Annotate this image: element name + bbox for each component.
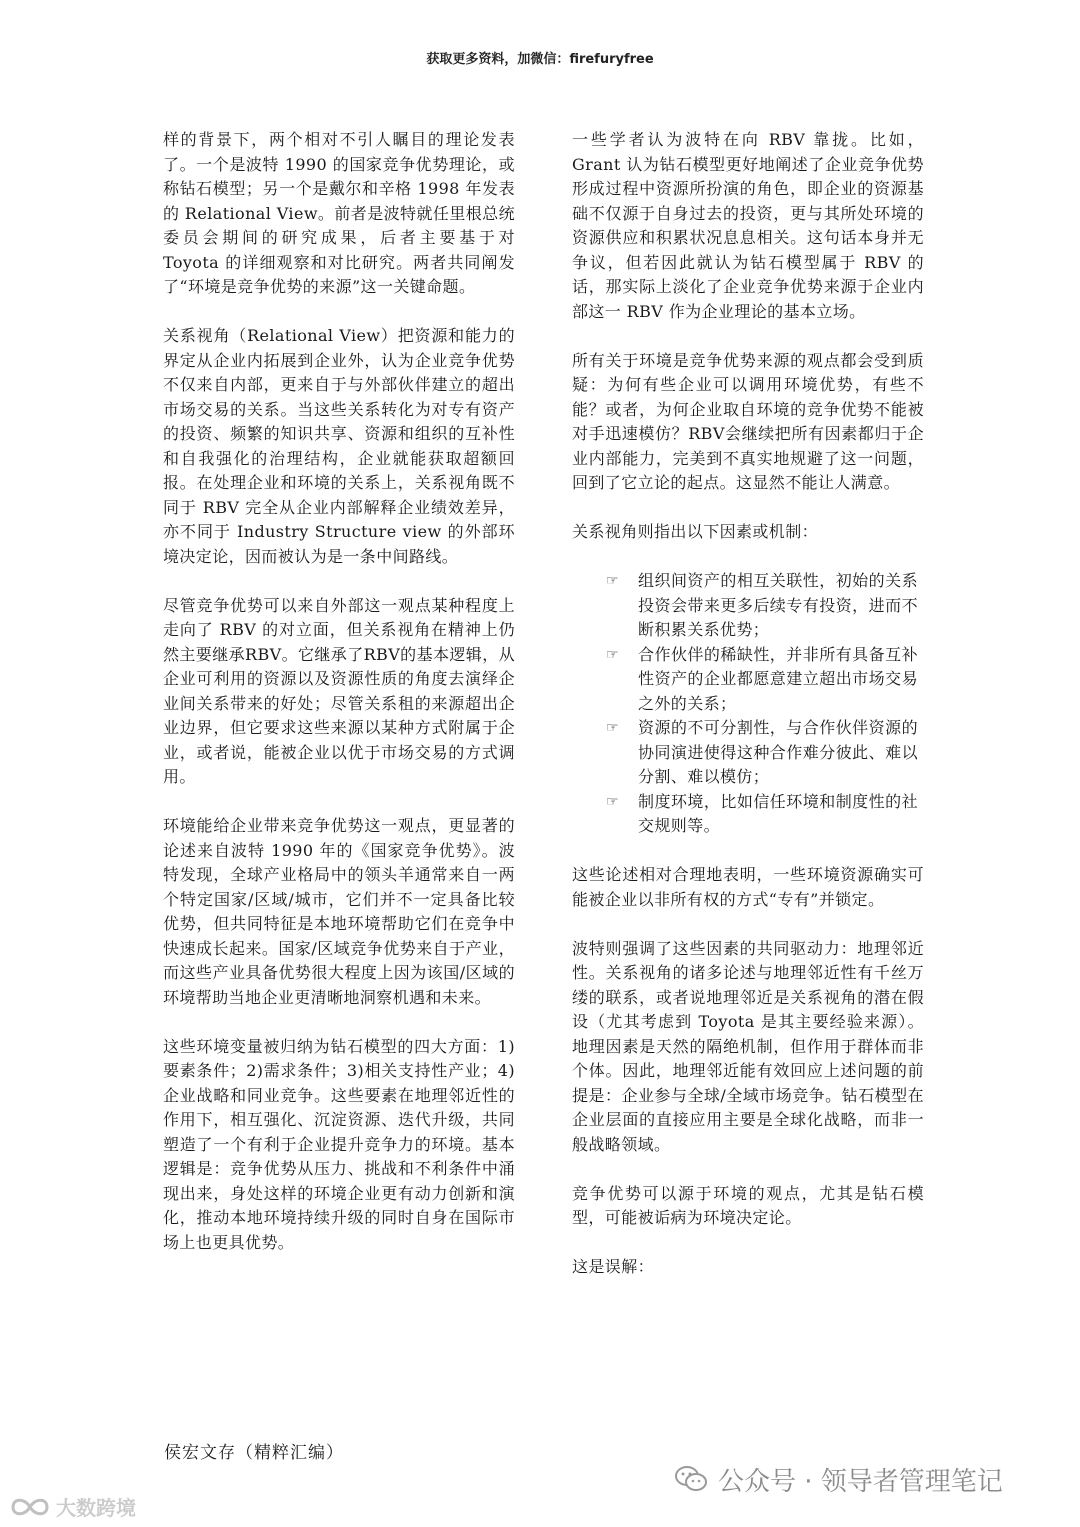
mechanism-list-item <box>572 643 924 717</box>
left-column <box>163 128 515 1280</box>
left-paragraph-3: 尽管竞争优势可以来自外部这一观点某种程度上走向了 RBV 的对立面，但关系视角在精神上仍然主要继承RBV。它继承了RBV的基本逻辑，从企业可利用的资源以及资源性质的角度去演绎企业间关系带来的好处；尽管关系租的来源超出企业边界，但它要求这些来源以某种方式附属于企业，或者说，能被企业以优于市场交易的方式调用。 <box>163 595 515 786</box>
infinity-logo-icon <box>8 1495 52 1519</box>
left-paragraph-2: 关系视角（Relational View）把资源和能力的界定从企业内拓展到企业外，认为企业竞争优势不仅来自内部，更来自于与外部伙伴建立的超出市场交易的关系。当这些关系转化为对专有资产的投资、频繁的知识共享、资源和组织的互补性和自我强化的治理结构，企业就能获取超额回报。在处理企业和环境的关系上，关系视角既不同于 RBV 完全从企业内部解释企业绩效差异，亦不同于 Industry Structure view 的外部环境决定论，因而被认为是一条中间路线。 <box>163 326 515 566</box>
mechanism-text: 资源的不可分割性，与合作伙伴资源的协同演进使得这种合作难分彼此、难以分割、难以模仿； <box>638 718 918 786</box>
left-paragraph-1: 样的背景下，两个相对不引人瞩目的理论发表了。一个是波特 1990 的国家竞争优势理论，或称钻石模型；另一个是戴尔和辛格 1998 年发表的 Relational View。前者是波特就任里根总统委员会期间的研究成果，后者主要基于对 Toyota 的详细观察和对比研究。两者共同阐发了“环境是竞争优势的来源”这一关键命题。 <box>163 130 515 296</box>
mechanism-list-item <box>572 790 924 839</box>
wechat-watermark <box>674 1459 1003 1499</box>
mechanism-text: 合作伙伴的稀缺性，并非所有具备互补性资产的企业都愿意建立超出市场交易之外的关系； <box>638 644 918 713</box>
source-label: 大数跨境 <box>56 1496 136 1520</box>
pointing-hand-icon: ☞ <box>606 793 619 810</box>
footer-title: 侯宏文存（精粹汇编） <box>164 1443 344 1463</box>
mechanism-text: 制度环境，比如信任环境和制度性的社交规则等。 <box>638 791 918 835</box>
wechat-icon <box>674 1464 708 1494</box>
mechanism-list-item <box>572 569 924 643</box>
left-paragraph-5: 这些环境变量被归纳为钻石模型的四大方面：1)要素条件；2)需求条件；3)相关支持性产业；4)企业战略和同业竞争。这些要素在地理邻近性的作用下，相互强化、沉淀资源、迭代升级，共同塑造了一个有利于企业提升竞争力的环境。基本逻辑是：竞争优势从压力、挑战和不利条件中涌现出来，身处这样的环境企业更有动力创新和演化，推动本地环境持续升级的同时自身在国际市场上也更具优势。 <box>163 1036 515 1252</box>
right-paragraph-7: 这是误解： <box>572 1257 655 1276</box>
right-paragraph-5: 波特则强调了这些因素的共同驱动力：地理邻近性。关系视角的诸多论述与地理邻近性有千丝万缕的联系，或者说地理邻近是关系视角的潜在假设（尤其考虑到 Toyota 是其主要经验来源）。地理因素是天然的隔绝机制，但作用于群体而非个体。因此，地理邻近能有效回应上述问题的前提是：企业参与全球/全域市场竞争。钻石模型在企业层面的直接应用主要是全球化战略，而非一般战略领域。 <box>572 938 924 1154</box>
mechanism-text: 组织间资产的相互关联性，初始的关系投资会带来更多后续专有投资，进而不断积累关系优势； <box>638 571 918 639</box>
mechanism-list-item <box>572 716 924 790</box>
right-paragraph-2: 所有关于环境是竞争优势来源的观点都会受到质疑：为何有些企业可以调用环境优势，有些不能？或者，为何企业取自环境的竞争优势不能被对手迅速模仿？RBV会继续把所有因素都归于企业内部能力，完美到不真实地规避了这一问题，回到了它立论的起点。这显然不能让人满意。 <box>572 350 924 492</box>
right-paragraph-3: 关系视角则指出以下因素或机制： <box>572 522 819 541</box>
pointing-hand-icon: ☞ <box>606 573 619 589</box>
right-paragraph-6: 竞争优势可以源于环境的观点，尤其是钻石模型，可能被诟病为环境决定论。 <box>572 1183 924 1227</box>
wechat-label: 公众号 · 领导者管理笔记 <box>718 1466 1003 1497</box>
mechanism-list <box>572 569 924 839</box>
header-note: 获取更多资料，加微信：firefuryfree <box>426 52 654 67</box>
left-paragraph-4: 环境能给企业带来竞争优势这一观点，更显著的论述来自波特 1990 年的《国家竞争优势》。波特发现，全球产业格局中的领头羊通常来自一两个特定国家/区域/城市，它们并不一定具备比较优势，但共同特征是本地环境帮助它们在竞争中快速成长起来。国家/区域竞争优势来自于产业，而这些产业具备优势很大程度上因为该国/区域的环境帮助当地企业更清晰地洞察机遇和未来。 <box>163 816 515 1007</box>
right-paragraph-1: 一些学者认为波特在向 RBV 靠拢。比如，Grant 认为钻石模型更好地阐述了企业竞争优势形成过程中资源所扮演的角色，即企业的资源基础不仅源于自身过去的投资，更与其所处环境的资源供应和积累状况息息相关。这句话本身并无争议，但若因此就认为钻石模型属于 RBV 的话，那实际上淡化了企业竞争优势来源于企业内部这一 RBV 作为企业理论的基本立场。 <box>572 130 924 321</box>
pointing-hand-icon: ☞ <box>606 646 619 663</box>
right-paragraph-4: 这些论述相对合理地表明，一些环境资源确实可能被企业以非所有权的方式“专有”并锁定。 <box>572 865 924 909</box>
pointing-hand-icon: ☞ <box>606 720 619 736</box>
right-column <box>572 128 924 1304</box>
source-watermark <box>8 1492 136 1521</box>
